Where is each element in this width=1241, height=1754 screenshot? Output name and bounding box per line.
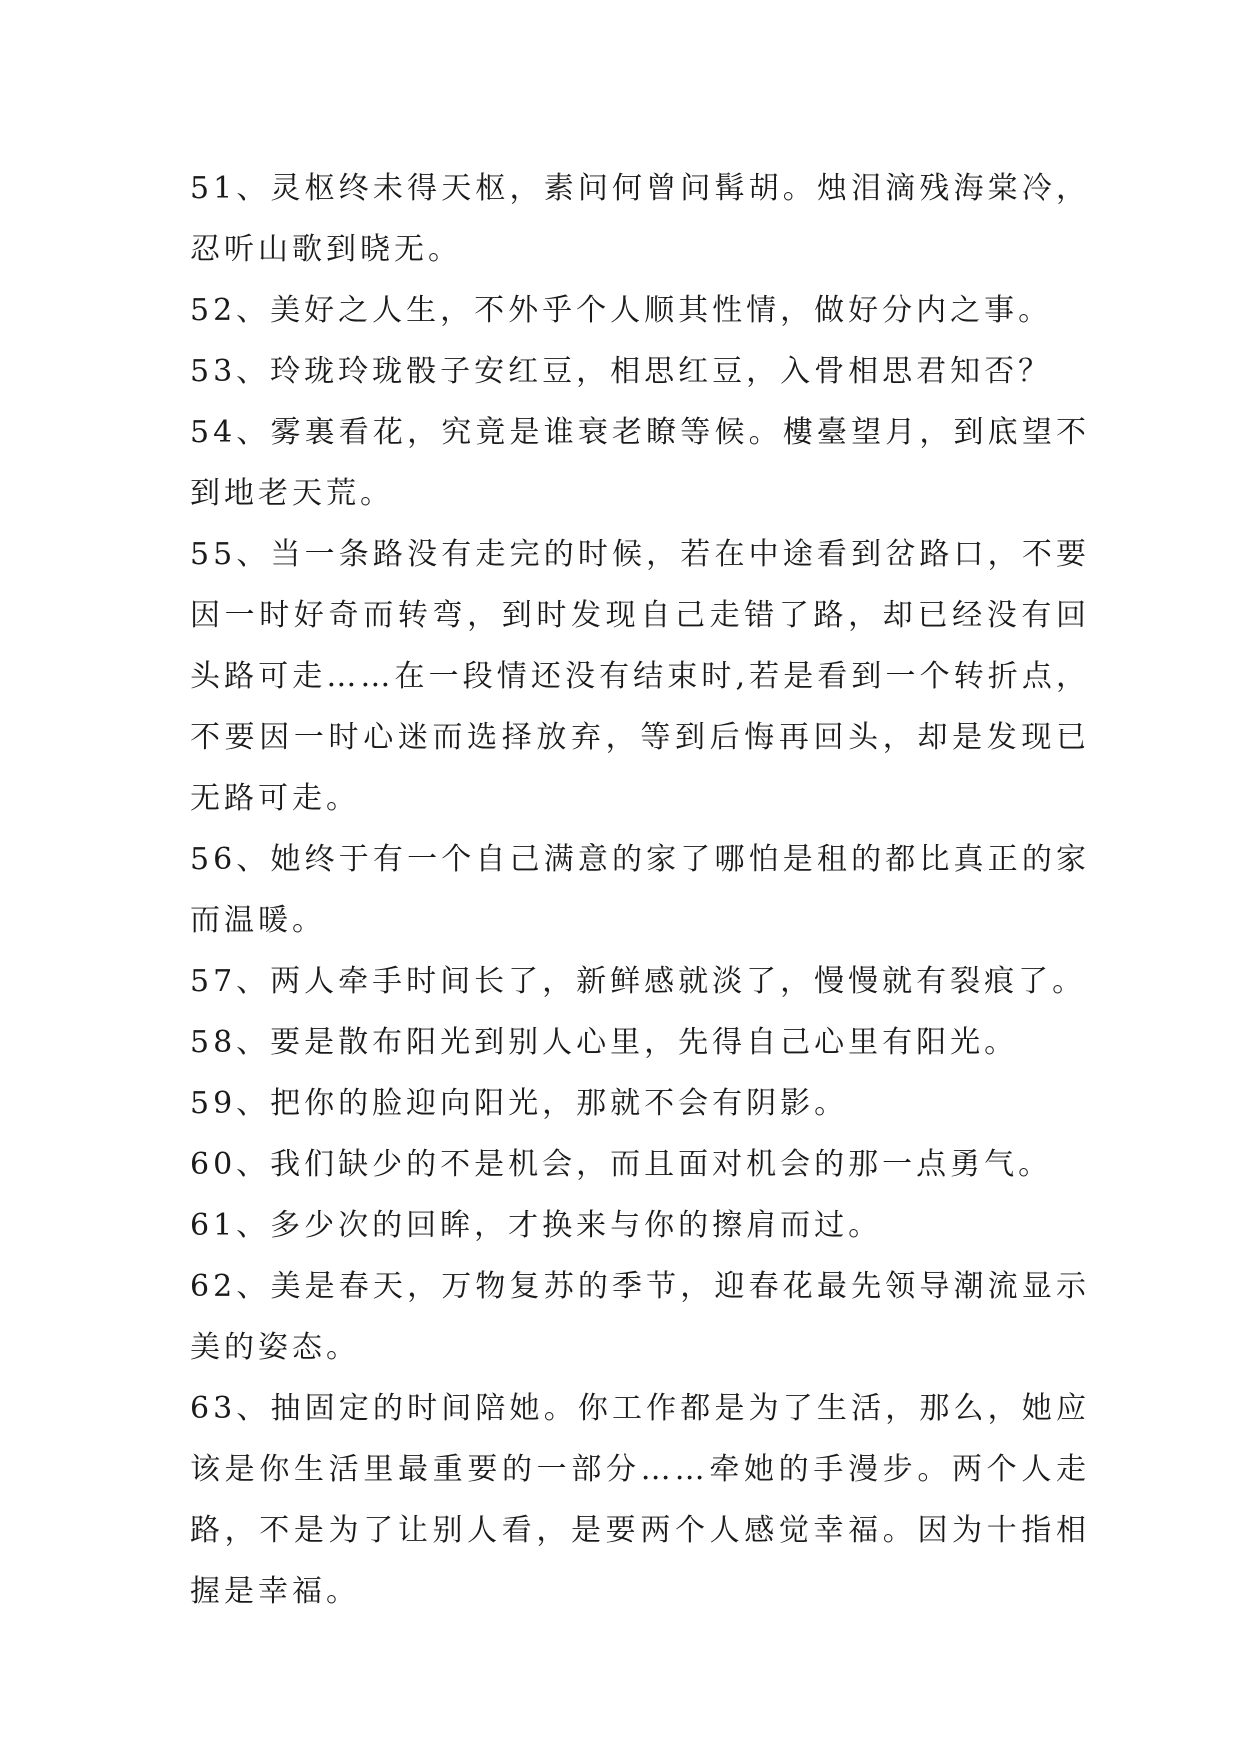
quote-entry-56: 56、她终于有一个自己满意的家了哪怕是租的都比真正的家而温暖。	[190, 842, 1090, 938]
quote-entry-53: 53、玲珑玲珑骰子安红豆，相思红豆，入骨相思君知否？	[190, 354, 1053, 389]
quote-list	[190, 158, 1090, 1622]
quote-entry-60: 60、我们缺少的不是机会，而且面对机会的那一点勇气。	[190, 1147, 1053, 1182]
quote-entry-57: 57、两人牵手时间长了，新鲜感就淡了，慢慢就有裂痕了。	[190, 964, 1087, 999]
quote-entry-63: 63、抽固定的时间陪她。你工作都是为了生活，那么，她应该是你生活里最重要的一部分……牵她的手漫步。两个人走路，不是为了让别人看，是要两个人感觉幸福。因为十指相握是幸福。	[190, 1391, 1090, 1609]
quote-entry-58: 58、要是散布阳光到别人心里，先得自己心里有阳光。	[190, 1025, 1019, 1060]
quote-entry-52: 52、美好之人生，不外乎个人顺其性情，做好分内之事。	[190, 293, 1053, 328]
quote-entry-59: 59、把你的脸迎向阳光，那就不会有阴影。	[190, 1086, 849, 1121]
quote-entry-54: 54、雾裏看花，究竟是谁衰老瞭等候。樓臺望月，到底望不到地老天荒。	[190, 415, 1090, 511]
quote-entry-51: 51、灵枢终未得天枢，素问何曾问髯胡。烛泪滴残海棠冷，忍听山歌到晓无。	[190, 171, 1090, 267]
quote-entry-55: 55、当一条路没有走完的时候，若在中途看到岔路口，不要因一时好奇而转弯，到时发现自己走错了路，却已经没有回头路可走……在一段情还没有结束时,若是看到一个转折点，不要因一时心迷而选择放弃，等到后悔再回头，却是发现已无路可走。	[190, 537, 1090, 816]
quote-entry-62: 62、美是春天，万物复苏的季节，迎春花最先领导潮流显示美的姿态。	[190, 1269, 1090, 1365]
quote-entry-61: 61、多少次的回眸，才换来与你的擦肩而过。	[190, 1208, 883, 1243]
